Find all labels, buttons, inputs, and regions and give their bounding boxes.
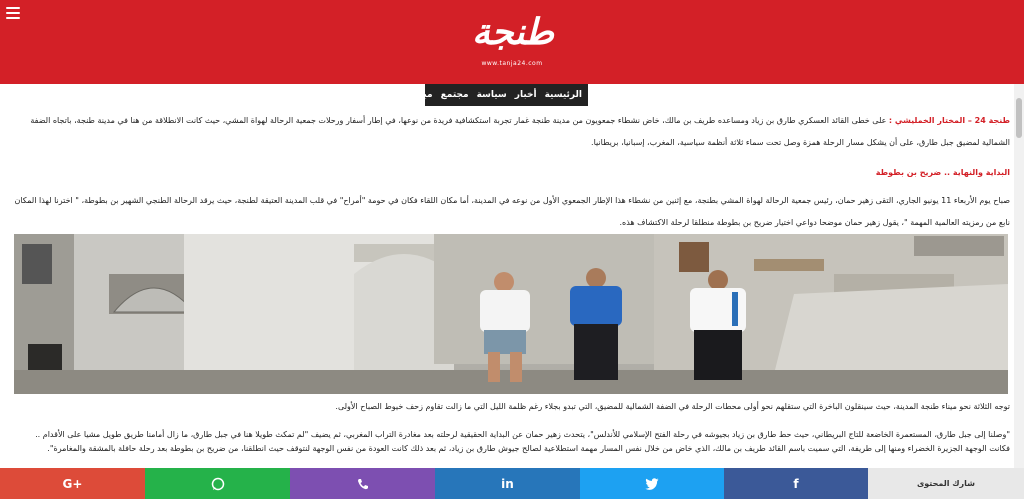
twitter-share-button[interactable] <box>580 468 724 499</box>
photo-caption: توجه الثلاثة نحو ميناء طنجة المدينة، حيث سينقلون الباخرة التي ستقلهم نحو أولى محطات الرحلة في الضفة الشمالية للمضيق، التي تبدو بجلاء رغم ظلمة الليل التي ما زالت تقاوم زحف خيوط الصباح الأولى. <box>335 402 1010 411</box>
site-logo[interactable] <box>472 4 555 80</box>
facebook-icon: f <box>793 476 799 491</box>
article-body <box>14 110 1010 234</box>
article-paragraph: صباح يوم الأربعاء 11 يونيو الجاري، التقى زهير حمان، رئيس جمعية الرحالة لهواة المشي بطنجة، مع إثنين من نشطاء هذا الإطار الجمعوي الأول من نوعه في المدينة، أما مكان اللقاء فكان في حومة "أمراح" في قلب المدينة العتيقة لطنجة، حيث يرقد الرحالة الطنجي الشهير بن بطوطة، " اخترنا لهذا المكان نابع من رمزيته العالمية المهمة "، يقول زهير حمان موضحا دواعي اختيار ضريح بن بطوطة منطلقا لرحلة الاكتشاف هذه. <box>14 196 1010 227</box>
whatsapp-icon <box>211 477 225 491</box>
menu-icon-bar <box>6 12 20 14</box>
share-label: شارك المحتوى <box>868 468 1024 499</box>
scrollbar[interactable] <box>1014 84 1024 468</box>
nav-item-home[interactable]: الرئيسية <box>544 90 582 100</box>
facebook-share-button[interactable] <box>724 468 868 499</box>
twitter-icon <box>645 478 659 490</box>
lead-text: على خطى القائد العسكري طارق بن زياد ومساعده طريف بن مالك، خاض نشطاء جمعويون من مدينة طنجة غمار تجربة استكشافية فريدة من نوعها، في إطار أسفار ورحلات جمعية الرحالة لهواة المشي، حيث كانت الانطلاقة من هنا في مدينة طنجة، باتجاه الضفة الشمالية لمضيق جبل طارق، على أن يشكل مسار الرحلة همزة وصل تحت سماء ثلاثة أنظمة سياسية، المغرب، إسبانيا، بريطانيا. <box>30 116 1010 147</box>
site-header <box>0 0 1024 84</box>
article-photo <box>14 234 1008 394</box>
article-paragraph-continued: "وصلنا إلى جبل طارق، المستعمرة الخاضعة للتاج البريطاني، حيث حط طارق بن زياد بجيوشه في رحلة الفتح الإسلامي للأندلس"، يتحدث زهير حمان عن البداية الحقيقية لرحلته بعد مغادرة التراب المغربي، ثم يضيف "لم تمكث طويلا هنا في جبل طارق، ما زال أمامنا طريق طويل مشيا على الأقدام .. فكانت الوجهة الجزيرة الخضراء ومنها إلى طريفة، التي سميت باسم القائد طريف بن مالك، الذي خاض من خلال نفس المسار مهمة استطلاعية لصالح جيوش طارق بن زياد، ثم بعد ذلك كانت العودة من نفس الوجهة لنتوقف حيث انطلقنا، من ضريح بن بطوطة بعد رحلة حافلة بالمشقة والمغامرة". <box>35 430 1010 453</box>
phone-icon <box>356 477 370 491</box>
googleplus-icon: G+ <box>62 476 83 491</box>
author-byline: طنجة 24 – المختار الخمليشي : <box>888 116 1010 125</box>
linkedin-icon: in <box>501 476 514 491</box>
main-nav <box>411 84 588 106</box>
logo-url: www.tanja24.com <box>481 60 543 67</box>
nav-item-news[interactable]: أخبار <box>514 90 537 100</box>
nav-item-politics[interactable]: سياسة <box>476 90 507 100</box>
googleplus-share-button[interactable] <box>0 468 145 499</box>
article-subheading: البداية والنهاية .. ضريح بن بطوطة <box>875 168 1010 177</box>
nav-item-media[interactable]: ميديا <box>411 90 433 100</box>
whatsapp-share-button[interactable] <box>145 468 290 499</box>
scrollbar-thumb[interactable] <box>1016 98 1022 138</box>
menu-icon[interactable] <box>6 7 20 19</box>
viber-share-button[interactable] <box>290 468 435 499</box>
menu-icon-bar <box>6 17 20 19</box>
menu-icon-bar <box>6 7 20 9</box>
article-photo-image <box>14 234 1008 394</box>
share-bar <box>0 468 1024 499</box>
nav-item-society[interactable]: مجتمع <box>440 90 469 100</box>
logo-script: طنجة <box>472 11 555 53</box>
linkedin-share-button[interactable] <box>435 468 580 499</box>
article-lead <box>14 110 1010 154</box>
